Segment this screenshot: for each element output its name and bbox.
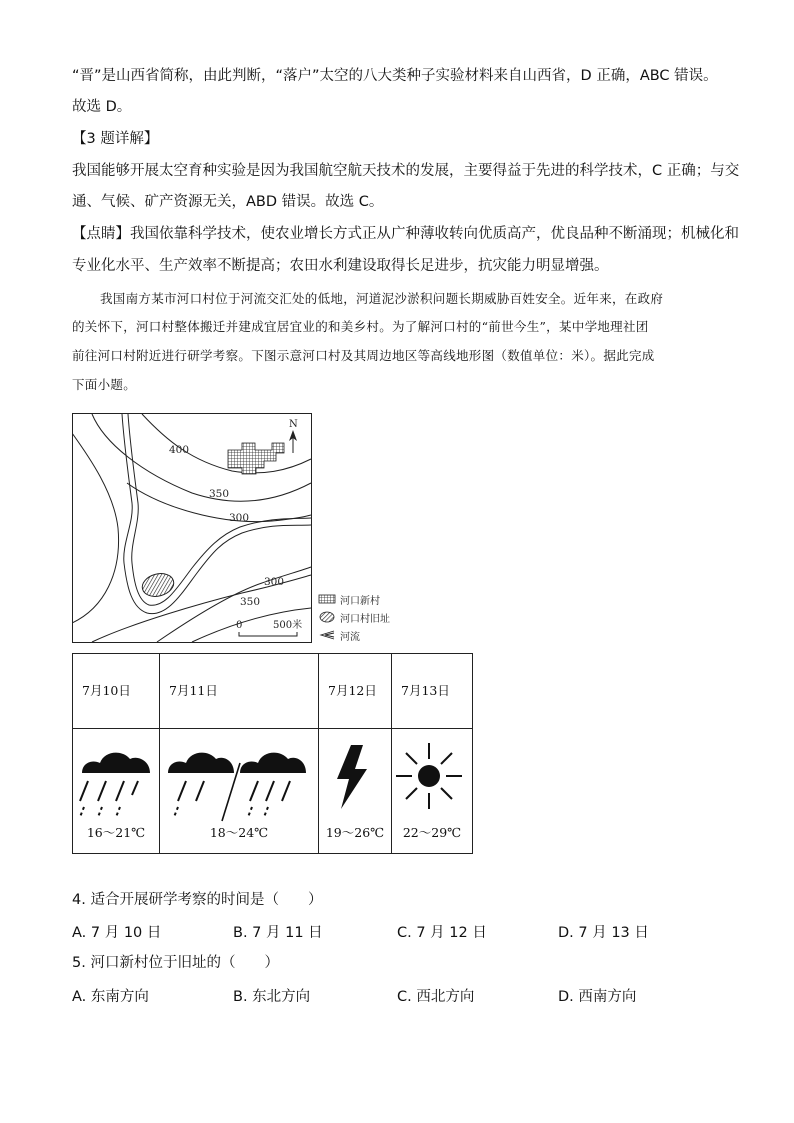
passage-line: 前往河口村附近进行研学考察。下图示意河口村及其周边地区等高线地形图（数值单位：米）。据此完成: [72, 348, 655, 363]
contour-label: 350: [209, 488, 230, 500]
cloud-rain-cloud-icon: [164, 741, 312, 831]
question-stem: 4. 适合开展研学考察的时间是（ ）: [72, 892, 323, 908]
date-label: 7月11日: [169, 683, 218, 698]
temperature-range: 16～21℃: [86, 825, 146, 840]
temperature-range: 19～26℃: [325, 825, 385, 840]
date-label: 7月13日: [401, 683, 450, 698]
legend-old-site: [318, 608, 390, 626]
contour-label: 300: [229, 512, 250, 524]
option-a[interactable]: A. 东南方向: [72, 989, 149, 1005]
date-cell: [319, 654, 392, 729]
rain-cloud-icon: [76, 741, 154, 831]
map-legend: [318, 590, 390, 644]
weather-cell: [73, 729, 160, 854]
q3-header: 【3 题详解】: [72, 131, 159, 147]
date-cell: [392, 654, 473, 729]
legend-new-village: [318, 590, 390, 608]
date-cell: [160, 654, 319, 729]
svg-text:N: N: [289, 419, 298, 430]
temperature-range: 18～24℃: [209, 825, 269, 840]
explanation-answer: 故选 D。: [72, 99, 132, 115]
explanation-line: “晋”是山西省简称，由此判断，“落户”太空的八大类种子实验材料来自山西省，D 正确，ABC 错误。: [72, 68, 718, 84]
date-label: 7月10日: [82, 683, 131, 698]
option-c[interactable]: C. 7 月 12 日: [397, 925, 487, 941]
weather-forecast-table: [72, 653, 473, 854]
contour-label: 400: [169, 444, 190, 456]
question-stem: 5. 河口新村位于旧址的（ ）: [72, 955, 279, 971]
tip-line: 【点睛】我国依靠科学技术，使农业增长方式正从广种薄收转向优质高产，优良品种不断涌现；机械化和: [72, 226, 739, 242]
date-label: 7月12日: [328, 683, 377, 698]
weather-cell: [392, 729, 473, 854]
contour-map: [72, 413, 312, 643]
contour-label: 350: [240, 596, 261, 608]
option-a[interactable]: A. 7 月 10 日: [72, 925, 162, 941]
q3-explanation-line: 我国能够开展太空育种实验是因为我国航空航天技术的发展，主要得益于先进的科学技术，C 正确；与交: [72, 163, 740, 179]
weather-cell: [319, 729, 392, 854]
legend-river: [318, 626, 390, 644]
sun-icon: [394, 741, 464, 811]
contour-label: 300: [264, 576, 285, 588]
date-cell: [73, 654, 160, 729]
passage-line: 我国南方某市河口村位于河流交汇处的低地，河道泥沙淤积问题长期威胁百姓安全。近年来，在政府: [100, 291, 664, 306]
temperature-range: 22～29℃: [402, 825, 462, 840]
passage-line: 下面小题。: [72, 377, 137, 392]
option-b[interactable]: B. 7 月 11 日: [233, 925, 323, 941]
svg-text:500米: 500米: [273, 620, 303, 631]
grid-pattern-icon: [318, 594, 336, 604]
option-d[interactable]: D. 西南方向: [558, 989, 637, 1005]
q3-explanation-line: 通、气候、矿产资源无关，ABD 错误。故选 C。: [72, 194, 384, 210]
passage-line: 的关怀下，河口村整体搬迁并建成宜居宜业的和美乡村。为了解河口村的“前世今生”，某中学地理社团: [72, 319, 649, 334]
weather-cell: [160, 729, 319, 854]
option-c[interactable]: C. 西北方向: [397, 989, 475, 1005]
option-d[interactable]: D. 7 月 13 日: [558, 925, 649, 941]
option-b[interactable]: B. 东北方向: [233, 989, 311, 1005]
hatched-ellipse-icon: [318, 611, 336, 623]
river-symbol-icon: [318, 629, 336, 641]
legend-label: 河流: [340, 631, 360, 643]
legend-label: 河口新村: [340, 595, 380, 607]
svg-text:0: 0: [236, 620, 243, 631]
legend-label: 河口村旧址: [340, 613, 390, 625]
tip-line: 专业化水平、生产效率不断提高；农田水利建设取得长足进步，抗灾能力明显增强。: [72, 258, 609, 274]
lightning-icon: [333, 743, 373, 813]
